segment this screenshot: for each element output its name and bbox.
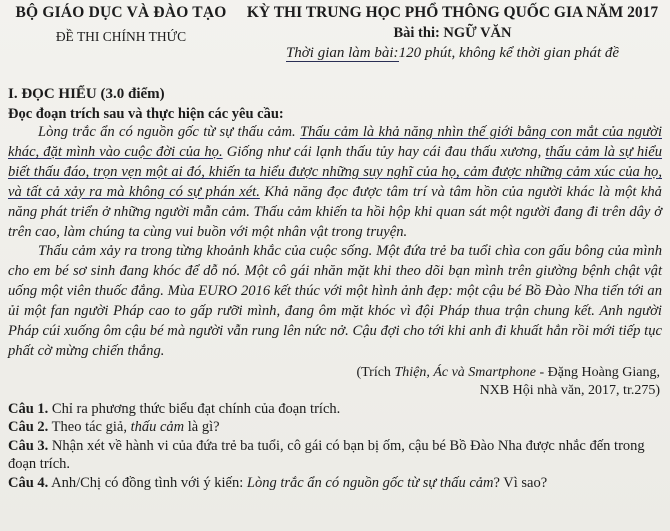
- official-exam-label: ĐỀ THI CHÍNH THỨC: [55, 29, 187, 44]
- section-instruction: Đọc đoạn trích sau và thực hiện các yêu cầu:: [8, 106, 284, 122]
- passage-p1-underlined-2: thấu cảm là sự hiểu biết thấu đáo, trọn vẹn một ai đó, khiến ta hiểu được những suy nghĩ của họ, cảm được những cảm xúc của họ, và tất cả xảy ra mà không có sự phán xét.: [8, 143, 663, 200]
- question-number: Câu 3.: [8, 437, 49, 454]
- time-value: 120 phút, không kể thời gian phát đề: [398, 45, 620, 61]
- header-left: [6, 4, 236, 45]
- time-prefix: Thời gian làm bài:: [285, 45, 399, 61]
- source-line-1: [8, 364, 660, 382]
- source-publisher: NXB Hội nhà văn, 2017, tr.275): [479, 382, 660, 398]
- question-text: Nhận xét về hành vi của đứa trẻ ba tuổi, cô gái có bạn bị ốm, cậu bé Bồ Đào Nha được nhắc đến trong đoạn trích.: [8, 437, 645, 473]
- question-number: Câu 2.: [8, 419, 49, 436]
- exam-time: [240, 45, 665, 62]
- exam-body: [8, 86, 662, 492]
- ministry-name: BỘ GIÁO DỤC VÀ ĐÀO TẠO: [15, 4, 227, 21]
- question-text: Chỉ ra phương thức biểu đạt chính của đoạn trích.: [48, 400, 341, 417]
- exam-title: KỲ THI TRUNG HỌC PHỔ THÔNG QUỐC GIA NĂM 2017: [246, 4, 659, 21]
- source-author: - Đặng Hoàng Giang,: [535, 364, 660, 380]
- question-3: [8, 437, 662, 474]
- question-number: Câu 4.: [8, 474, 49, 491]
- question-emphasis: Lòng trắc ẩn có nguồn gốc từ sự thấu cảm: [246, 474, 494, 491]
- passage-p1-e: Khả năng đọc được tâm trí và tâm hồn của người khác là một khả năng phát triển ở những người mẫn cảm. Thấu cảm khiến ta hồi hộp khi quan sát một người đang đi trên dây ở trên cao, làm chúng ta cùng vui buồn với một nhân vật trong truyện.: [8, 183, 662, 240]
- source-book: Thiện, Ác và Smartphone: [394, 364, 536, 380]
- question-1: [8, 400, 662, 419]
- section-title: I. ĐỌC HIỂU (3.0 điểm): [8, 86, 165, 102]
- question-tail: ? Vì sao?: [493, 474, 548, 491]
- passage-p1-underlined-1: Thấu cảm là khả năng nhìn thế giới bằng con mắt của người khác, đặt mình vào cuộc đời của họ.: [8, 124, 662, 160]
- question-emphasis: thấu cảm: [130, 419, 185, 436]
- passage-p1-a: Lòng trắc ẩn có nguồn gốc từ sự thấu cảm.: [38, 124, 300, 140]
- passage-paragraph-1: [8, 123, 662, 242]
- header-right: [240, 4, 665, 62]
- passage-paragraph-2: Thấu cảm xảy ra trong từng khoảnh khắc của cuộc sống. Một đứa trẻ ba tuổi chìa con gấu bông của mình cho em bé sơ sinh đang khóc để dỗ nó. Một cô gái nhăn mặt khi theo dõi bạn mình trên giường bệnh chật vật uống một viên thuốc đắng. Mùa EURO 2016 kết thúc với một hình ảnh đẹp: một cậu bé Bồ Đào Nha tiến tới an ủi một fan người Pháp cao to gấp rưỡi mình, đang ôm mặt khóc vì đội Pháp thua trận chung kết. Anh người Pháp cúi xuống ôm cậu bé mà người vẫn rung lên nức nở. Cậu đợi cho tới khi anh đi khuất hẳn rồi mới tiếp tục phất cờ mừng chiến thắng.: [8, 243, 662, 359]
- source-prefix: (Trích: [356, 364, 395, 380]
- question-number: Câu 1.: [8, 400, 49, 417]
- question-tail: là gì?: [184, 419, 220, 436]
- question-text: Theo tác giả,: [48, 419, 131, 436]
- question-text: Anh/Chị có đồng tình với ý kiến:: [48, 474, 247, 491]
- source-citation: [8, 364, 662, 400]
- exam-subject: Bài thi: NGỮ VĂN: [393, 25, 512, 41]
- passage-p1-c: Giống như cái lạnh thấu tủy hay cái đau thấu xương,: [222, 143, 546, 160]
- question-4: [8, 474, 662, 493]
- question-2: [8, 418, 662, 437]
